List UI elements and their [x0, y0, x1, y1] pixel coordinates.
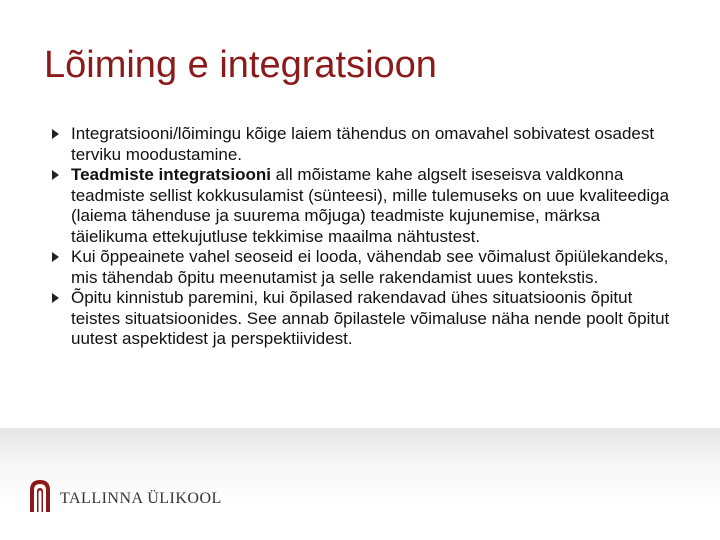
bullet-text: all mõistame kahe algselt iseseisva valdkonna teadmiste sellist kokkusulamist (sünteesi), mille tulemuseks on uue kvaliteediga (laiema tähenduse ja suurema mõjuga) teadmiste kujunemise, märksa täielikuma ettekujutluse tekkimise maailma nähtustest.	[71, 165, 670, 246]
bullet-arrow-icon	[52, 293, 59, 303]
bullet-item	[52, 247, 672, 288]
bullet-arrow-icon	[52, 129, 59, 139]
bullet-item	[52, 288, 672, 350]
slide-footer	[0, 428, 720, 540]
bullet-text: Integratsiooni/lõimingu kõige laiem tähendus on omavahel sobivatest osadest terviku moodustamine.	[71, 124, 655, 164]
bullet-list	[52, 124, 672, 350]
bullet-arrow-icon	[52, 252, 59, 262]
bullet-item	[52, 124, 672, 165]
bullet-text: Õpitu kinnistub paremini, kui õpilased rakendavad ühes situatsioonis õpitut teistes situatsioonides. See annab õpilastele võimaluse näha nende poolt õpitut uutest aspektidest ja perspektiividest.	[71, 288, 670, 348]
bullet-bold-term: Teadmiste integratsiooni	[71, 165, 271, 184]
logo-text: TALLINNA ÜLIKOOL	[60, 490, 222, 507]
tallinn-university-arch-icon	[28, 478, 52, 512]
bullet-arrow-icon	[52, 170, 59, 180]
slide-title: Lõiming e integratsioon	[44, 44, 437, 86]
bullet-item	[52, 165, 672, 247]
bullet-text: Kui õppeainete vahel seoseid ei looda, vähendab see võimalust õpiülekandeks, mis tähendab õpitu meenutamist ja selle rakendamist uues kontekstis.	[71, 247, 669, 287]
